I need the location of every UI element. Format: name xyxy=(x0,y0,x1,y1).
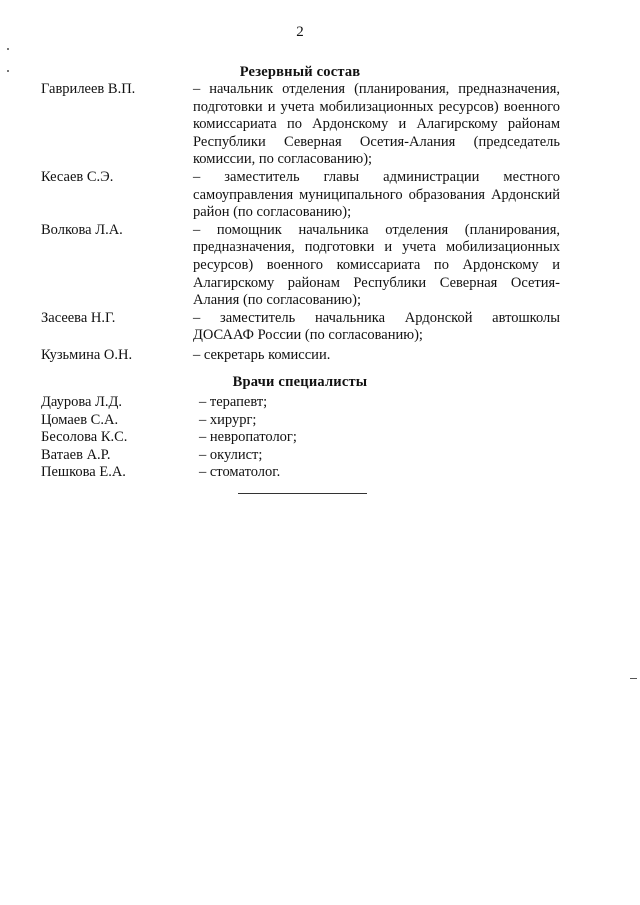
member-name: Кесаев С.Э. xyxy=(41,168,114,185)
doctor-specialty: – хирург; xyxy=(199,411,257,428)
reserve-member xyxy=(41,310,560,345)
member-name: Кузьмина О.Н. xyxy=(41,346,133,363)
member-role: – начальник отделения (планирования, предназначения, подготовки и учета мобилизационных ресурсов) военного комиссариата по Ардонскому и Алагирскому районам Республики Северная Осетия-Алания (председатель комиссии, по согласованию); xyxy=(193,81,560,168)
page-number: 2 xyxy=(296,24,304,40)
doctor-row xyxy=(41,412,441,430)
doctor-specialty: – окулист; xyxy=(199,446,263,463)
reserve-heading: Резервный состав xyxy=(239,64,361,80)
reserve-member xyxy=(41,81,560,169)
closing-divider xyxy=(238,493,367,494)
doctor-row xyxy=(41,394,441,412)
member-name: Волкова Л.А. xyxy=(41,221,123,238)
doctor-specialty: – невропатолог; xyxy=(199,429,297,446)
member-name: Засеева Н.Г. xyxy=(41,309,116,326)
reserve-member xyxy=(41,347,560,365)
doctor-name: Ватаев А.Р. xyxy=(41,446,111,463)
reserve-member xyxy=(41,222,560,310)
scan-mark xyxy=(7,70,9,72)
doctor-specialty: – стоматолог. xyxy=(199,464,281,481)
doctor-specialty: – терапевт; xyxy=(199,394,268,410)
member-role: – заместитель главы администрации местного самоуправления муниципального образования Ардонский район (по согласованию); xyxy=(193,168,560,221)
doctor-name: Бесолова К.С. xyxy=(41,429,128,446)
member-role: – заместитель начальника Ардонской автошколы ДОСААФ России (по согласованию); xyxy=(193,309,560,344)
scan-edge-mark xyxy=(630,678,637,679)
doctor-name: Пешкова Е.А. xyxy=(41,464,126,481)
doctors-list xyxy=(41,394,441,482)
member-role: – помощник начальника отделения (планирования, предназначения, подготовки и учета мобилизационных ресурсов) военного комиссариата по Ардонскому и Алагирскому районам Республики Северная Осетия-Алания (по согласованию); xyxy=(193,221,560,309)
member-role: – секретарь комиссии. xyxy=(193,346,331,363)
scan-mark xyxy=(7,48,9,50)
reserve-member xyxy=(41,169,560,222)
doctor-name: Даурова Л.Д. xyxy=(41,394,123,410)
member-name: Гаврилеев В.П. xyxy=(41,81,136,97)
doctor-name: Цомаев С.А. xyxy=(41,411,119,428)
doctors-heading: Врачи специалисты xyxy=(232,374,368,390)
reserve-list xyxy=(41,81,560,365)
doctor-row xyxy=(41,464,441,482)
doctor-row xyxy=(41,447,441,465)
doctor-row xyxy=(41,429,441,447)
